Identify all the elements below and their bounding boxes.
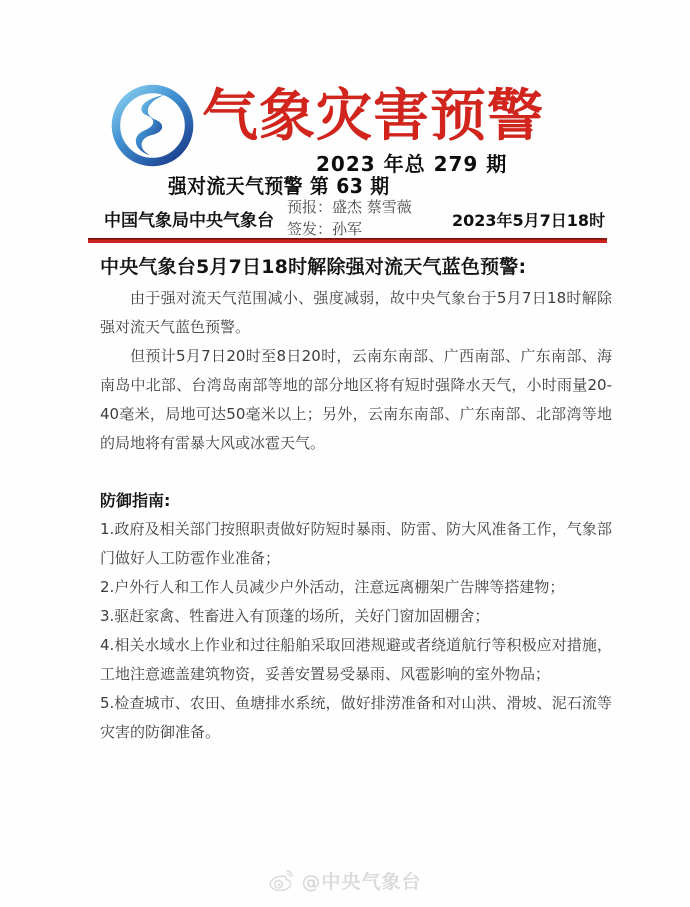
weibo-watermark xyxy=(0,867,690,894)
document-title: 气象灾害预警 xyxy=(202,83,544,149)
issuer-name: 中国气象局中央气象台 xyxy=(104,211,274,231)
watermark-text: @中央气象台 xyxy=(301,871,422,893)
forecast-sign-block xyxy=(287,196,412,240)
weibo-icon xyxy=(268,868,295,893)
defense-guide-item: 4.相关水域水上作业和过往船舶采取回港规避或者绕道航行等积极应对措施，工地注意遮盖建筑物资，妥善安置易受暴雨、风雹影响的室外物品； xyxy=(100,636,612,683)
defense-guide-item: 3.驱赶家禽、牲畜进入有顶蓬的场所，关好门窗加固棚舍； xyxy=(100,607,490,625)
forecaster-line: 预报：盛杰 蔡雪薇 xyxy=(287,198,412,216)
issue-datetime: 2023年5月7日18时 xyxy=(452,211,606,230)
defense-guide-item: 1.政府及相关部门按照职责做好防短时暴雨、防雷、防大风准备工作，气象部门做好人工防雹作业准备； xyxy=(100,520,612,567)
signer-line: 签发：孙军 xyxy=(287,220,363,238)
bulletin-paragraph: 由于强对流天气范围减小、强度减弱，故中央气象台于5月7日18时解除强对流天气蓝色预警。 xyxy=(100,289,612,336)
defense-guide-item: 2.户外行人和工作人员减少户外活动，注意远离棚架广告牌等搭建物； xyxy=(100,578,565,596)
bulletin-body xyxy=(100,252,612,747)
bulletin-headline: 中央气象台5月7日18时解除强对流天气蓝色预警: xyxy=(100,256,527,278)
issue-total-line: 2023 年总 279 期 xyxy=(316,152,508,176)
issue-number-line: 强对流天气预警 第 63 期 xyxy=(168,174,390,198)
cma-logo-icon xyxy=(110,83,195,168)
defense-guide-item: 5.检查城市、农田、鱼塘排水系统，做好排涝准备和对山洪、滑坡、泥石流等灾害的防御准备。 xyxy=(100,694,612,741)
red-divider-rule xyxy=(88,238,607,243)
bulletin-paragraph: 但预计5月7日20时至8日20时，云南东南部、广西南部、广东南部、海南岛中北部、台湾岛南部等地的部分地区将有短时强降水天气，小时雨量20-40毫米，局地可达50毫米以上；另外，云南东南部、广东南部、北部湾等地的局地将有雷暴大风或冰雹天气。 xyxy=(100,347,612,452)
defense-guide-title: 防御指南: xyxy=(100,491,171,510)
